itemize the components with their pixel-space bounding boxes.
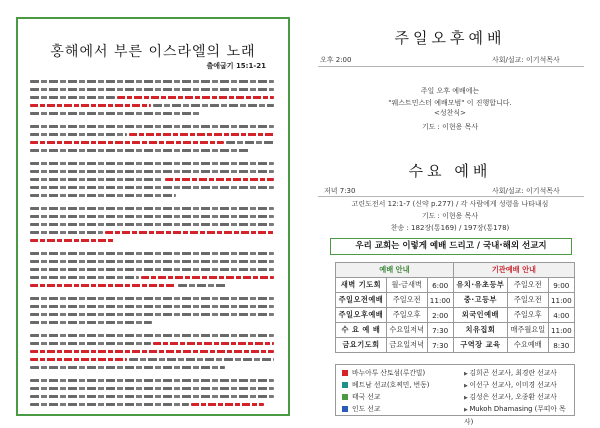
- table-cell: 주일오전: [386, 293, 427, 308]
- body-text: [30, 252, 274, 255]
- body-text: [30, 125, 274, 128]
- table-row: [336, 308, 575, 323]
- sunday-note: 주일 오후 예배에는: [420, 87, 480, 95]
- text-line: [30, 167, 276, 175]
- text-line: [30, 376, 276, 384]
- sunday-afternoon-time: 오후 2:00: [320, 56, 352, 64]
- table-cell: 7:30: [427, 338, 453, 353]
- text-line: [30, 236, 276, 244]
- table-cell: 월-금새벽: [386, 278, 427, 293]
- mission-list: [335, 364, 575, 426]
- table-cell: 치유집회: [453, 323, 507, 338]
- sermon-paragraph: [30, 159, 276, 199]
- worship-mission-banner: 우리 교회는 이렇게 예배 드리고 / 국내·해외 선교지: [330, 238, 572, 255]
- text-line: [30, 228, 276, 236]
- table-cell: 주일오후예배: [336, 308, 387, 323]
- highlighted-text: [30, 104, 151, 107]
- table-cell: 주일오후: [386, 308, 427, 323]
- mission-field: 베트남 선교(호찌민, 번동): [352, 381, 430, 389]
- text-line: [30, 249, 276, 257]
- highlighted-text: [191, 403, 264, 406]
- body-text: [30, 170, 274, 173]
- mission-field: 인도 선교: [352, 405, 381, 413]
- table-cell: 구역장 교육: [453, 338, 507, 353]
- table-row: [336, 278, 575, 293]
- body-text: [30, 395, 274, 398]
- missionary-names: ▶ 김성은 선교사, 오종환 선교사: [464, 391, 557, 404]
- text-line: [30, 220, 276, 228]
- wednesday-scripture: 고린도전서 12:1-7 (신약 p.277) / 각 사람에게 성령을 나타내심: [351, 200, 549, 208]
- text-line: [30, 400, 276, 408]
- text-line: [30, 85, 276, 93]
- sermon-paragraph: [30, 204, 276, 244]
- table-row: [336, 338, 575, 353]
- square-bullet-icon: [342, 394, 348, 400]
- body-text: [30, 305, 274, 308]
- body-text: [30, 162, 274, 165]
- table-cell: 금요일저녁: [386, 338, 427, 353]
- body-text: [226, 141, 274, 144]
- table-cell: 금요기도회: [336, 338, 387, 353]
- highlighted-text: [30, 239, 115, 242]
- table-cell: 주일오전: [507, 293, 548, 308]
- wednesday-prayer: 기도 : 이현용 목사: [421, 212, 479, 220]
- body-text: [30, 342, 151, 345]
- highlighted-text: [117, 96, 274, 99]
- body-text: [30, 80, 274, 83]
- wednesday-time: 저녁 7:30: [324, 187, 356, 195]
- body-text: [30, 268, 274, 271]
- table-cell: 9:00: [548, 278, 574, 293]
- table-cell: 주일오전: [507, 278, 548, 293]
- highlighted-text: [153, 342, 274, 345]
- text-line: [30, 109, 276, 117]
- table-cell: 8:30: [548, 338, 574, 353]
- missionary-names: ▶ 김희곤 선교사, 최경란 선교사: [464, 367, 557, 380]
- table-cell: 4:00: [548, 308, 574, 323]
- table-cell: 수 요 예 배: [336, 323, 387, 338]
- sunday-prayer: 기도 : 이현용 목사: [421, 123, 479, 131]
- sermon-paragraph: [30, 122, 276, 154]
- body-text: [30, 313, 274, 316]
- wednesday-hymn: 찬송 : 182장(통169) / 197장(통178): [390, 224, 510, 232]
- body-text: [30, 379, 274, 382]
- sermon-paragraph: [30, 376, 276, 408]
- text-line: [30, 191, 276, 199]
- list-item: [336, 391, 574, 403]
- square-bullet-icon: [342, 370, 348, 376]
- table-cell: 6:00: [427, 278, 453, 293]
- highlighted-text: [30, 350, 274, 353]
- text-line: [30, 130, 276, 138]
- department-guide-header: 기관예배 안내: [453, 263, 574, 278]
- list-item: [336, 367, 574, 379]
- sermon-panel: [16, 17, 290, 416]
- square-bullet-icon: [342, 382, 348, 388]
- text-line: [30, 384, 276, 392]
- sunday-note: <성찬식>: [433, 109, 467, 117]
- body-text: [30, 276, 139, 279]
- highlighted-text: [30, 141, 224, 144]
- divider: [318, 196, 584, 197]
- table-cell: 11:00: [548, 323, 574, 338]
- wednesday-title: 수요 예배: [408, 162, 492, 180]
- text-line: [30, 347, 276, 355]
- divider: [318, 66, 584, 67]
- body-text: [30, 297, 274, 300]
- highlighted-text: [30, 358, 127, 361]
- sermon-body: [30, 77, 276, 413]
- text-line: [30, 302, 276, 310]
- mission-field: 태국 선교: [352, 393, 381, 401]
- table-cell: 외국인예배: [453, 308, 507, 323]
- worship-guide-header: 예배 안내: [336, 263, 454, 278]
- text-line: [30, 318, 276, 326]
- table-cell: 주일오후: [507, 308, 548, 323]
- body-text: [30, 231, 103, 234]
- body-text: [30, 215, 274, 218]
- body-text: [129, 358, 274, 361]
- body-text: [30, 96, 115, 99]
- text-line: [30, 355, 276, 363]
- table-cell: 유치·유초등부: [453, 278, 507, 293]
- highlighted-text: [141, 276, 274, 279]
- table-cell: 새벽 기도회: [336, 278, 387, 293]
- missionary-names: ▶ Mukoh Dhamasing (무띠아 목사): [464, 403, 574, 428]
- table-cell: 7:30: [427, 323, 453, 338]
- body-text: [30, 403, 189, 406]
- body-text: [30, 223, 274, 226]
- body-text: [30, 112, 201, 115]
- text-line: [30, 146, 276, 154]
- body-text: [30, 88, 274, 91]
- highlighted-text: [105, 231, 274, 234]
- table-cell: 수요일저녁: [386, 323, 427, 338]
- text-line: [30, 363, 276, 371]
- sermon-paragraph: [30, 249, 276, 289]
- table-cell: 11:00: [427, 293, 453, 308]
- text-line: [30, 212, 276, 220]
- text-line: [30, 257, 276, 265]
- body-text: [153, 104, 274, 107]
- text-line: [30, 265, 276, 273]
- text-line: [30, 273, 276, 281]
- text-line: [30, 281, 276, 289]
- list-item: [336, 403, 574, 426]
- sunday-afternoon-title: 주일오후예배: [394, 29, 506, 47]
- wednesday-leader: 사회/설교: 이기석목사: [492, 187, 560, 195]
- table-cell: 중·고등부: [453, 293, 507, 308]
- missionary-names: ▶ 이선구 선교사, 이미경 선교사: [464, 379, 557, 392]
- sermon-paragraph: [30, 331, 276, 371]
- sunday-note: "웨스트민스터 예배모범" 이 진행합니다.: [388, 99, 512, 107]
- body-text: [30, 194, 176, 197]
- text-line: [30, 204, 276, 212]
- text-line: [30, 138, 276, 146]
- square-bullet-icon: [342, 406, 348, 412]
- text-line: [30, 101, 276, 109]
- text-line: [30, 339, 276, 347]
- highlighted-text: [30, 284, 176, 287]
- body-text: [178, 284, 227, 287]
- text-line: [30, 310, 276, 318]
- sermon-scripture: 출애굽기 15:1-21: [206, 62, 266, 70]
- body-text: [30, 387, 274, 390]
- body-text: [30, 366, 225, 369]
- text-line: [30, 77, 276, 85]
- sermon-title: 홍해에서 부른 이스라엘의 노래: [50, 44, 256, 60]
- body-text: [30, 149, 250, 152]
- text-line: [30, 392, 276, 400]
- text-line: [30, 122, 276, 130]
- table-row: [336, 293, 575, 308]
- table-cell: 2:00: [427, 308, 453, 323]
- table-header-row: [336, 263, 575, 278]
- mission-field: 바누아투 산토섬(루간빌): [352, 369, 426, 377]
- highlighted-text: [165, 178, 274, 181]
- body-text: [30, 321, 152, 324]
- text-line: [30, 183, 276, 191]
- body-text: [30, 133, 127, 136]
- body-text: [30, 178, 163, 181]
- text-line: [30, 159, 276, 167]
- list-item: [336, 379, 574, 391]
- table-cell: 11:00: [548, 293, 574, 308]
- text-line: [30, 294, 276, 302]
- sunday-afternoon-leader: 사회/설교: 이기석목사: [492, 56, 560, 64]
- text-line: [30, 331, 276, 339]
- body-text: [30, 260, 274, 263]
- body-text: [30, 207, 274, 210]
- text-line: [30, 175, 276, 183]
- text-line: [30, 93, 276, 101]
- table-row: [336, 323, 575, 338]
- body-text: [30, 186, 274, 189]
- table-cell: 매주월요일: [507, 323, 548, 338]
- worship-schedule-table: [335, 262, 575, 353]
- sermon-paragraph: [30, 77, 276, 117]
- table-cell: 수요예배: [507, 338, 548, 353]
- body-text: [30, 334, 274, 337]
- sermon-paragraph: [30, 294, 276, 326]
- highlighted-text: [129, 133, 274, 136]
- table-cell: 주일오전예배: [336, 293, 387, 308]
